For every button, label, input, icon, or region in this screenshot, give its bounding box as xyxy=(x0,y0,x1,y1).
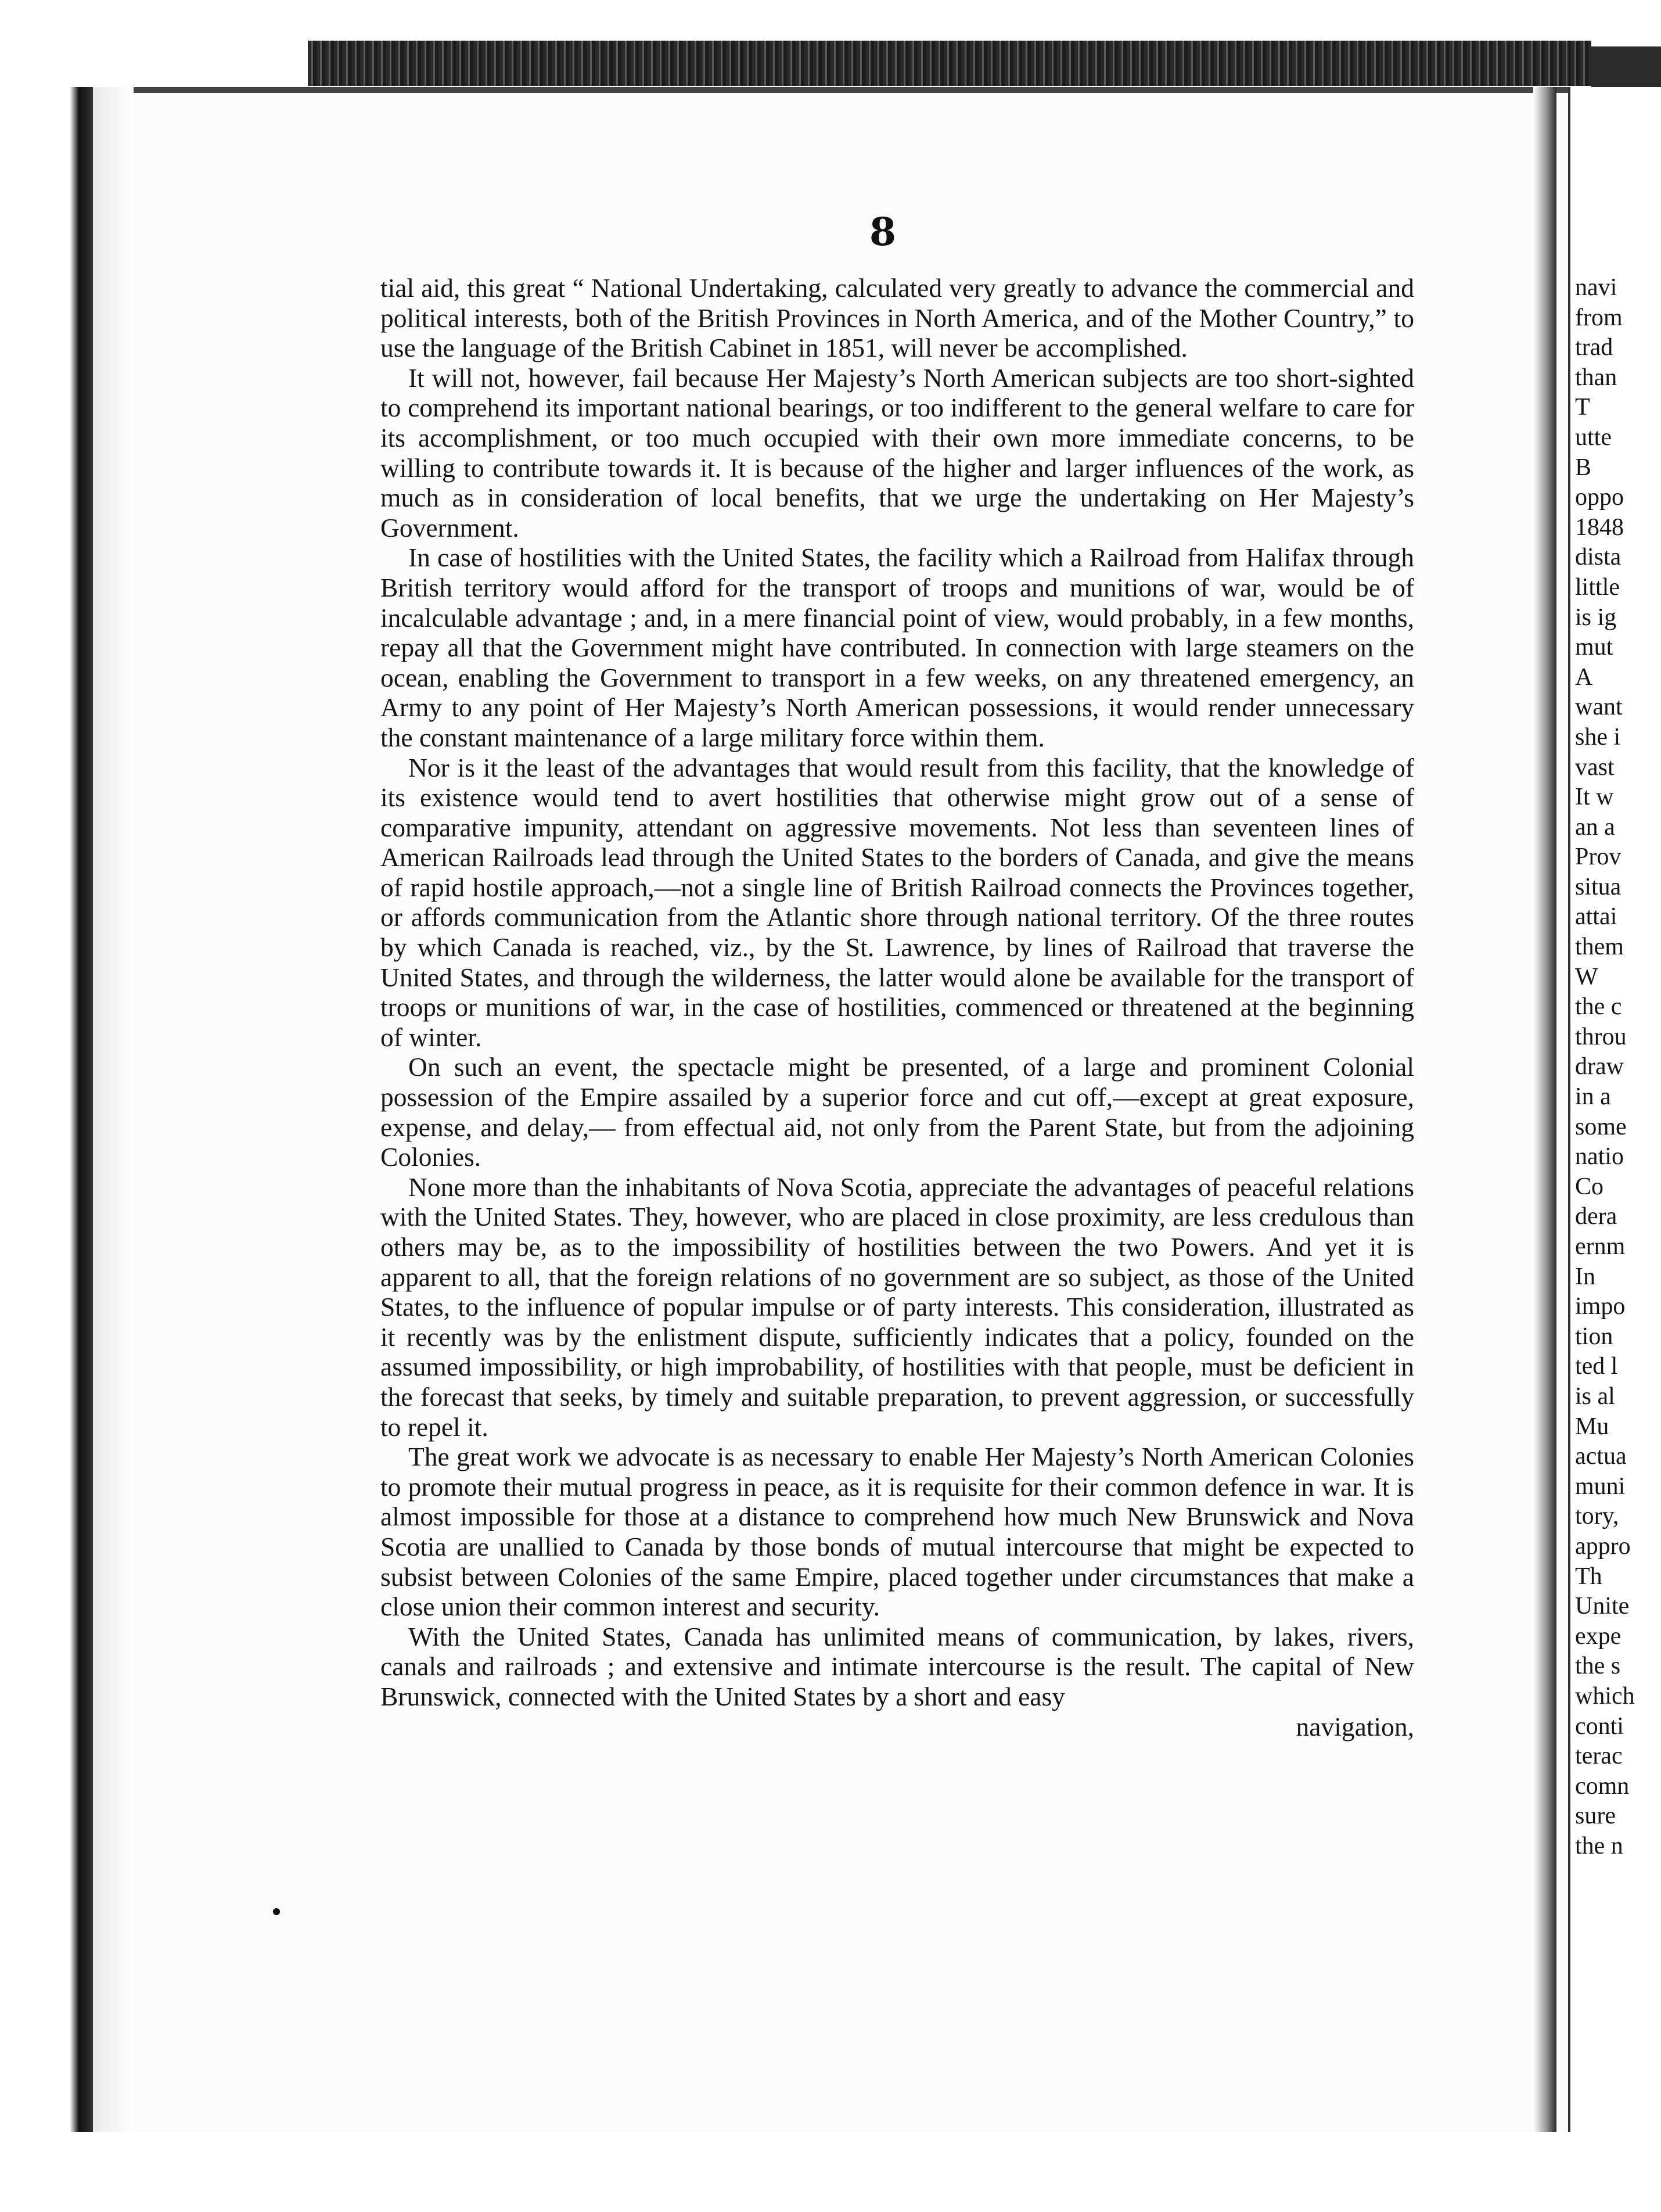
facing-page-fragment: 1848 xyxy=(1575,514,1624,541)
facing-page-fragment: B xyxy=(1575,454,1592,481)
facing-page-fragment: Prov xyxy=(1575,843,1622,871)
facing-page-fragment: navi xyxy=(1575,274,1617,301)
paragraph-1: tial aid, this great “ National Undertaking, calculated very greatly to advance the commercial and political interests, both of the British Provinces in North America, and of the Mother Country,” to use the language of the British Cabinet in 1851, will never be accomplished. xyxy=(380,273,1414,363)
facing-page-fragment: she i xyxy=(1575,723,1621,751)
facing-page-fragment: than xyxy=(1575,364,1617,391)
facing-page-fragment: attai xyxy=(1575,903,1617,931)
facing-page-fragment: tion xyxy=(1575,1323,1613,1350)
facing-page-fragment: It w xyxy=(1575,784,1614,811)
facing-page-fragment: dera xyxy=(1575,1203,1617,1230)
page-left-edge xyxy=(70,87,93,2132)
facing-page-fragment: want xyxy=(1575,694,1623,721)
facing-page-fragment: an a xyxy=(1575,813,1615,841)
microfilm-edge-strip xyxy=(308,41,1591,86)
facing-page-fragment: from xyxy=(1575,304,1623,331)
facing-page-fragment: ernm xyxy=(1575,1233,1626,1260)
paragraph-2: It will not, however, fail because Her Majesty’s North American subjects are too short-sighted to comprehend its important national bearings, or too indifferent to the general welfare to care for its accomplishment, or too much occupied with their own more immediate concerns, to be willing to contribute towards it. It is because of the higher and larger influences of the work, as much as in consideration of local benefits, that we urge the undertaking on Her Majesty’s Government. xyxy=(380,362,1414,543)
facing-page-fragment: muni xyxy=(1575,1473,1626,1500)
facing-page-fragment: tory, xyxy=(1575,1503,1619,1530)
facing-page-fragment: natio xyxy=(1575,1143,1624,1170)
facing-page-fragment: conti xyxy=(1575,1712,1624,1740)
facing-page-fragment: the s xyxy=(1575,1653,1621,1680)
facing-page-fragment: is ig xyxy=(1575,604,1617,631)
facing-page-fragment: Unite xyxy=(1575,1593,1630,1620)
facing-page-text-fragments xyxy=(1575,273,1661,1861)
page-gutter-fold xyxy=(1533,87,1556,2132)
facing-page-fragment: draw xyxy=(1575,1053,1624,1080)
page-number: 8 xyxy=(869,209,896,254)
facing-page-fragment: situa xyxy=(1575,873,1622,900)
facing-page-fragment: throu xyxy=(1575,1023,1627,1050)
paragraph-7: The great work we advocate is as necessary to enable Her Majesty’s North American Colonies to promote their mutual progress in peace, as it is requisite for their common defence in war. It is almost impossible for those at a distance to comprehend how much New Brunswick and Nova Scotia are unallied to Canada by those bonds of mutual intercourse that might be expected to subsist between Colonies of the same Empire, placed together under circumstances that make a close union their common interest and security. xyxy=(380,1442,1414,1622)
paragraph-5: On such an event, the spectacle might be presented, of a large and prominent Colonial possession of the Empire assailed by a superior force and cut off,—except at great exposure, expense, and delay,— from effectual aid, not only from the Parent State, but from the adjoining Colonies. xyxy=(380,1052,1414,1172)
facing-page-fragment: T xyxy=(1575,394,1590,421)
facing-page-fragment: the c xyxy=(1575,993,1622,1021)
paragraph-8: With the United States, Canada has unlimited means of communication, by lakes, rivers, canals and railroads ; and extensive and intimate intercourse is the result. The capital of New Brunswick, connected with the United States by a short and easy xyxy=(380,1621,1414,1711)
facing-page-fragment: some xyxy=(1575,1113,1627,1140)
facing-page-fragment: in a xyxy=(1575,1083,1611,1111)
film-speck xyxy=(273,1908,280,1915)
paragraph-6: None more than the inhabitants of Nova Scotia, appreciate the advantages of peaceful relations with the United States. They, however, who are placed in close proximity, are less credulous than others may be, as to the impossibility of hostilities between the two Powers. And yet it is apparent to all, that the foreign relations of no government are so subject, as those of the United States, to the influence of popular impulse or of party interests. This consideration, illustrated as it recently was by the enlistment dispute, sufficiently indicates that a policy, founded on the assumed impossibility, or high improbability, of hostilities with that people, must be deficient in the forecast that seeks, by timely and suitable preparation, to prevent aggression, or successfully to repel it. xyxy=(380,1172,1414,1442)
body-text xyxy=(380,273,1414,1741)
facing-page-fragment: sure xyxy=(1575,1802,1616,1830)
facing-page-fragment: ted l xyxy=(1575,1353,1618,1380)
facing-page-fragment: is al xyxy=(1575,1382,1615,1410)
facing-page-fragment: trad xyxy=(1575,334,1613,361)
facing-page-fragment: In xyxy=(1575,1263,1595,1290)
facing-page-fragment: actua xyxy=(1575,1443,1627,1470)
facing-page-fragment: which xyxy=(1575,1682,1635,1710)
facing-page-fragment: appro xyxy=(1575,1532,1631,1560)
facing-page-fragment: W xyxy=(1575,963,1598,990)
facing-page-fragment: comn xyxy=(1575,1772,1630,1800)
microfilm-edge-strip-right xyxy=(1591,46,1661,87)
microfilm-bottom-margin xyxy=(0,2132,1661,2212)
facing-page-fragment: A xyxy=(1575,663,1593,691)
facing-page-fragment: the n xyxy=(1575,1832,1623,1859)
facing-page-fragment: Co xyxy=(1575,1173,1604,1200)
facing-page-fragment: terac xyxy=(1575,1743,1623,1770)
facing-page-fragment: mut xyxy=(1575,634,1613,661)
facing-page-fragment: oppo xyxy=(1575,484,1624,511)
facing-page-fragment: expe xyxy=(1575,1622,1622,1650)
facing-page-fragment: Mu xyxy=(1575,1413,1609,1440)
facing-page-fragment: Th xyxy=(1575,1563,1602,1590)
facing-page-fragment: utte xyxy=(1575,423,1612,451)
facing-page-fragment: dista xyxy=(1575,544,1622,571)
facing-page-fragment: impo xyxy=(1575,1293,1626,1320)
facing-page-fragment: them xyxy=(1575,933,1624,961)
paragraph-4: Nor is it the least of the advantages that would result from this facility, that the knowledge of its existence would tend to avert hostilities that otherwise might grow out of a sense of comparative impunity, attendant on aggressive movements. Not less than seventeen lines of American Railroads lead through the United States to the borders of Canada, and give the means of rapid hostile approach,—not a single line of British Railroad connects the Provinces together, or affords communication from the Atlantic shore through national territory. Of the three routes by which Canada is reached, viz., by the St. Lawrence, by lines of Railroad that traverse the United States, and through the wilderness, the latter would alone be available for the transport of troops or munitions of war, in the case of hostilities, commenced or threatened at the beginning of winter. xyxy=(380,752,1414,1052)
page-edge-shadow xyxy=(93,87,134,2132)
facing-page-fragment: vast xyxy=(1575,753,1615,781)
paragraph-3: In case of hostilities with the United States, the facility which a Railroad from Halifax through British territory would afford for the transport of troops and munitions of war, would be of incalculable advantage ; and, in a mere financial point of view, would probably, in a few months, repay all that the Government might have contributed. In connection with large steamers on the ocean, enabling the Government to transport in a few weeks, on any threatened emergency, an Army to any point of Her Majesty’s North American possessions, it would render unnecessary the constant maintenance of a large military force within them. xyxy=(380,543,1414,752)
facing-page-fragment: little xyxy=(1575,573,1620,601)
catchword: navigation, xyxy=(1296,1711,1414,1741)
